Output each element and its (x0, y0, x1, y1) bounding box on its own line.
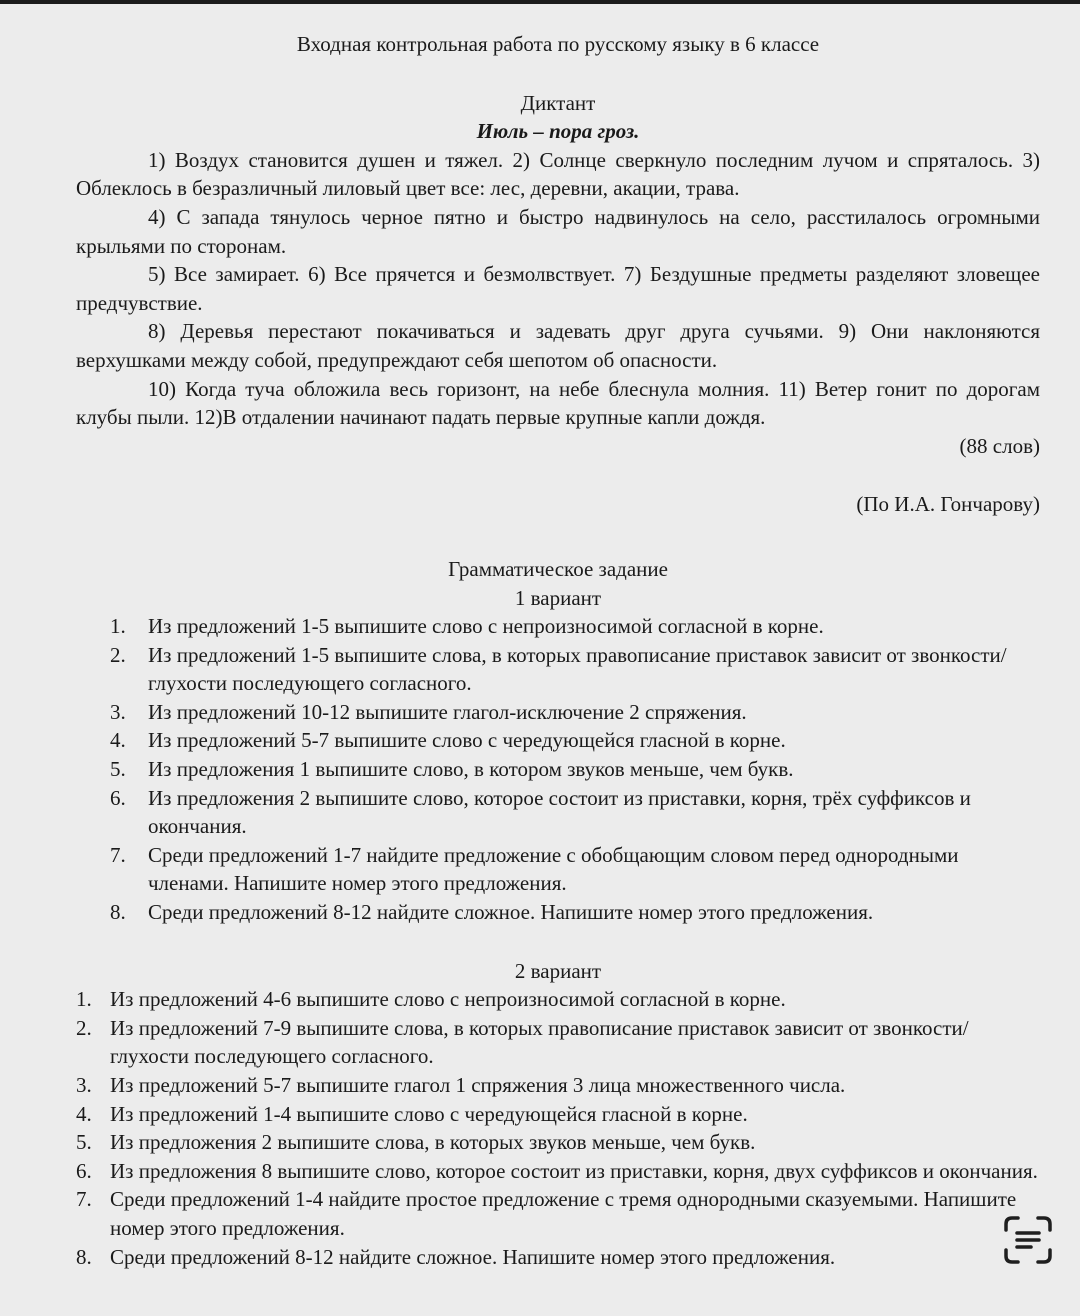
item-number: 5. (110, 757, 126, 782)
text-scan-icon[interactable] (998, 1210, 1058, 1270)
document-content (76, 30, 1040, 1271)
item-number: 8. (110, 900, 126, 925)
list-item (76, 612, 1040, 641)
item-number: 2. (76, 1015, 92, 1040)
item-number: 4. (110, 728, 126, 753)
item-text: Среди предложений 8-12 найдите сложное. Напишите номер этого предложения. (110, 1244, 836, 1269)
item-text: Среди предложений 8-12 найдите сложное. Напишите номер этого предложения. (148, 900, 874, 925)
list-item (76, 726, 1040, 755)
item-text: Из предложений 5-7 выпишите слово с чередующейся гласной в корне. (148, 728, 786, 753)
list-item (76, 755, 1040, 784)
list-item (76, 1157, 1040, 1186)
list-item (76, 641, 1040, 698)
list-item (76, 898, 1040, 927)
list-item (76, 1128, 1040, 1157)
list-item (76, 1100, 1040, 1129)
variant2-task-list (76, 985, 1040, 1271)
dictation-paragraph: 1) Воздух становится душен и тяжел. 2) Солнце сверкнуло последним лучом и спряталось. 3) Облеклось в безразличный лиловый цвет все: лес, деревни, акации, трава. (76, 147, 1040, 201)
dictation-paragraph: 4) С запада тянулось черное пятно и быстро надвинулось на село, расстилалось огромными крыльями по сторонам. (76, 204, 1040, 258)
item-number: 6. (76, 1158, 92, 1183)
variant1-task-list (76, 612, 1040, 927)
item-number: 5. (76, 1130, 92, 1155)
list-item (76, 1243, 1040, 1272)
grammar-heading: Грамматическое задание (448, 556, 668, 581)
list-item (76, 698, 1040, 727)
top-edge-bar (0, 0, 1080, 4)
item-text: Из предложения 2 выпишите слова, в которых звуков меньше, чем букв. (110, 1130, 756, 1155)
item-text: Из предложения 8 выпишите слово, которое состоит из приставки, корня, двух суффиксов и окончания. (110, 1158, 1038, 1183)
item-number: 7. (110, 842, 126, 867)
list-item (76, 985, 1040, 1014)
item-text: Среди предложений 1-7 найдите предложение с обобщающим словом перед однородными членами. Напишите номер этого предложения. (148, 842, 959, 896)
word-count: (88 слов) (959, 433, 1040, 458)
item-number: 2. (110, 642, 126, 667)
item-number: 8. (76, 1244, 92, 1269)
dictation-paragraph: 5) Все замирает. 6) Все прячется и безмолвствует. 7) Бездушные предметы разделяют зловещее предчувствие. (76, 262, 1040, 315)
dictation-heading: Диктант (520, 90, 596, 115)
page-title: Входная контрольная работа по русскому языку в 6 классе (296, 32, 820, 56)
item-text: Из предложений 4-6 выпишите слово с непроизносимой согласной в корне. (110, 987, 786, 1012)
item-text: Из предложений 7-9 выпишите слова, в которых правописание приставок зависит от звонкости/глухости последующего согласного. (110, 1015, 969, 1069)
item-text: Из предложений 1-5 выпишите слова, в которых правописание приставок зависит от звонкости/глухости последующего согласного. (148, 642, 1007, 696)
item-number: 1. (110, 614, 126, 639)
variant2-label: 2 вариант (514, 958, 602, 983)
dictation-subtitle: Июль – пора гроз. (476, 119, 640, 144)
source-attribution: (По И.А. Гончарову) (856, 492, 1040, 517)
item-text: Из предложений 10-12 выпишите глагол-исключение 2 спряжения. (148, 699, 747, 724)
item-number: 3. (110, 699, 126, 724)
list-item (76, 1071, 1040, 1100)
item-text: Среди предложений 1-4 найдите простое предложение с тремя однородными сказуемыми. Напишите номер этого предложения. (110, 1187, 1017, 1240)
variant1-label: 1 вариант (514, 585, 602, 610)
item-text: Из предложения 1 выпишите слово, в котором звуков меньше, чем букв. (148, 757, 794, 782)
dictation-paragraph: 8) Деревья перестают покачиваться и задевать друг друга сучьями. 9) Они наклоняются верхушками между собой, предупреждают себя шепотом об опасности. (76, 319, 1040, 372)
list-item (76, 1014, 1040, 1071)
item-text: Из предложений 5-7 выпишите глагол 1 спряжения 3 лица множественного числа. (110, 1073, 846, 1097)
dictation-paragraph: 10) Когда туча обложила весь горизонт, на небе блеснула молния. 11) Ветер гонит по дорогам клубы пыли. 12)В отдалении начинают падать первые крупные капли дождя. (76, 376, 1040, 430)
item-text: Из предложения 2 выпишите слово, которое состоит из приставки, корня, трёх суффиксов и окончания. (148, 785, 971, 839)
list-item (76, 784, 1040, 841)
item-text: Из предложений 1-5 выпишите слово с непроизносимой согласной в корне. (148, 614, 824, 639)
list-item (76, 1185, 1040, 1242)
list-item (76, 841, 1040, 898)
item-number: 3. (76, 1073, 92, 1097)
item-number: 7. (76, 1187, 92, 1212)
item-number: 6. (110, 785, 126, 810)
text-scan-icon-graphic (998, 1210, 1058, 1270)
item-number: 4. (76, 1101, 92, 1126)
item-text: Из предложений 1-4 выпишите слово с чередующейся гласной в корне. (110, 1101, 748, 1126)
item-number: 1. (76, 987, 92, 1012)
